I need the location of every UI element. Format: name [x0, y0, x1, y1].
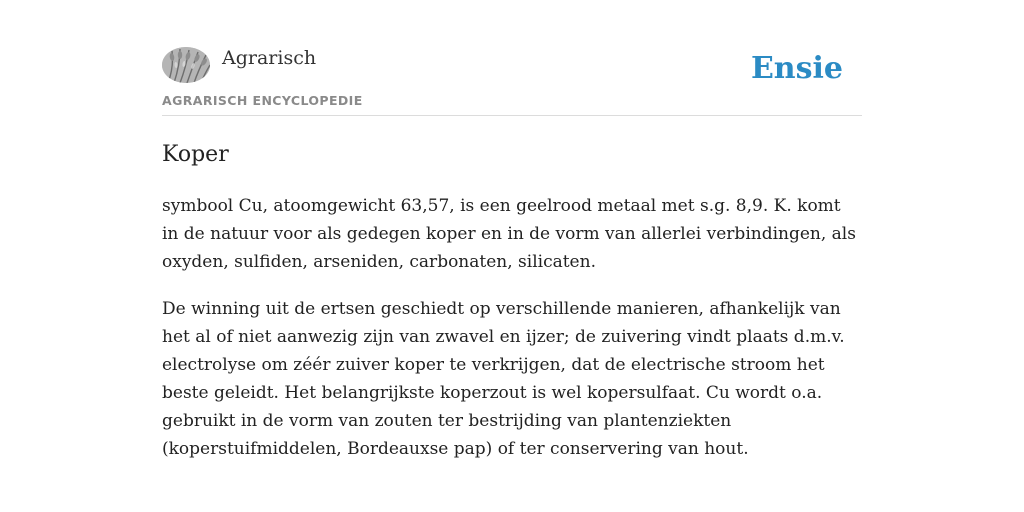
site-header	[162, 0, 862, 116]
wheat-icon[interactable]	[162, 47, 210, 83]
article-title: Koper	[162, 142, 229, 167]
article-paragraph: symbool Cu, atoomgewicht 63,57, is een geelrood metaal met s.g. 8,9. K. komt in de natuur voor als gedegen koper en in de vorm van allerlei verbindingen, als oxyden, sulfiden, arseniden, carbonaten, silicaten.	[162, 196, 856, 272]
ensie-logo-link[interactable]: Ensie	[750, 51, 843, 86]
page-container	[162, 0, 862, 463]
article-paragraph: De winning uit de ertsen geschiedt op verschillende manieren, afhankelijk van het al of niet aanwezig zijn van zwavel en ijzer; de zuivering vindt plaats d.m.v. electrolyse om zéér zuiver koper te verkrijgen, dat de electrische stroom het beste geleidt. Het belangrijkste koperzout is wel kopersulfaat. Cu wordt o.a. gebruikt in de vorm van zouten ter bestrijding van plantenziekten (koperstuifmiddelen, Bordeauxse pap) of ter conservering van hout.	[162, 299, 845, 459]
site-name-link[interactable]: Agrarisch	[222, 47, 317, 69]
site-subtitle: AGRARISCH ENCYCLOPEDIE	[162, 93, 363, 108]
